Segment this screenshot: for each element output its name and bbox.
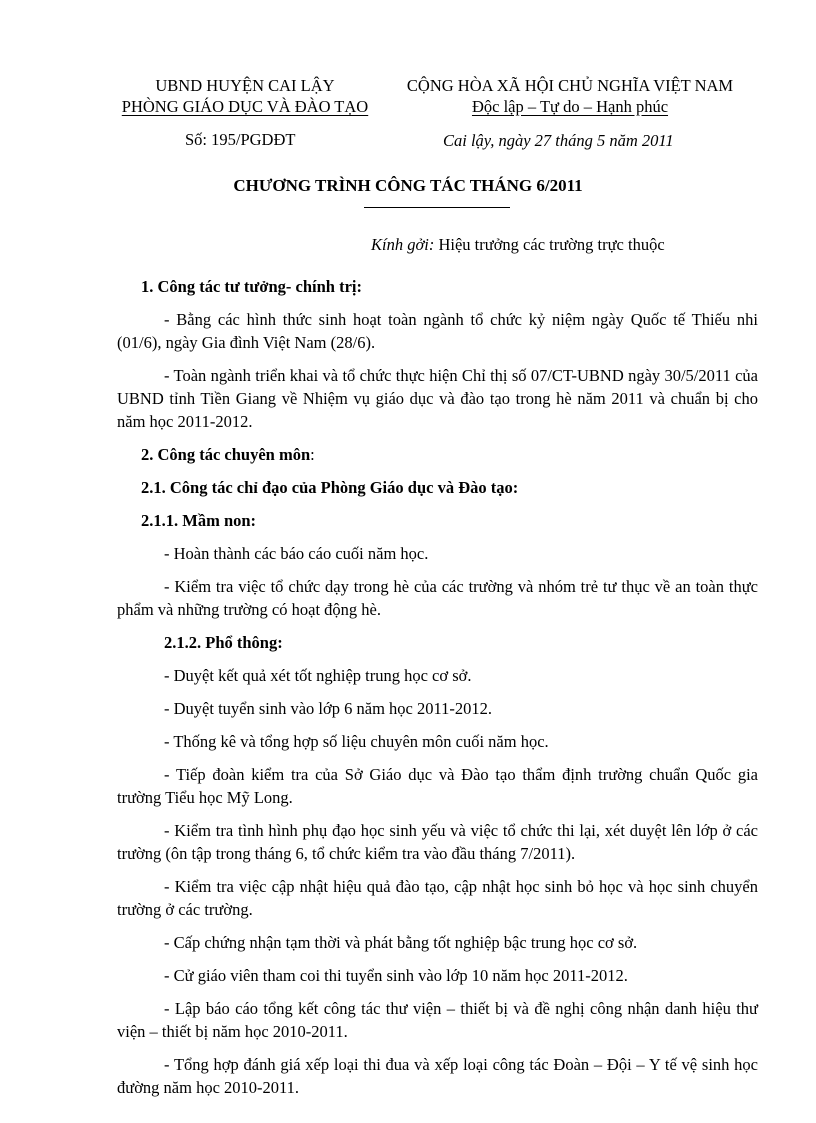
list-item: - Lập báo cáo tổng kết công tác thư viện – thiết bị và đề nghị công nhận danh hiệu thư viện – thiết bị năm học 2010-2011. [117, 999, 758, 1041]
issuer-district: UBND HUYỆN CAI LẬY [155, 76, 335, 95]
document-title: CHƯƠNG TRÌNH CÔNG TÁC THÁNG 6/2011 [233, 176, 583, 195]
section-2-1-heading: 2.1. Công tác chỉ đạo của Phòng Giáo dục và Đào tạo: [141, 478, 519, 497]
section-2-1-1-heading: 2.1.1. Mầm non: [141, 511, 257, 530]
recipient-value: Hiệu trưởng các trường trực thuộc [438, 235, 665, 254]
list-item: - Kiểm tra việc tổ chức dạy trong hè của các trường và nhóm trẻ tư thục về an toàn thực phẩm và những trường có hoạt động hè. [117, 577, 758, 619]
list-item: - Cử giáo viên tham coi thi tuyển sinh vào lớp 10 năm học 2011-2012. [164, 966, 628, 985]
motto: Độc lập – Tự do – Hạnh phúc [471, 97, 669, 116]
issuer-block [105, 75, 385, 117]
list-item: - Cấp chứng nhận tạm thời và phát bằng tốt nghiệp bậc trung học cơ sở. [164, 933, 638, 952]
section-1-paragraph: - Bằng các hình thức sinh hoạt toàn ngành tổ chức kỷ niệm ngày Quốc tế Thiếu nhi (01/6), ngày Gia đình Việt Nam (28/6). [117, 310, 758, 352]
list-item: - Tổng hợp đánh giá xếp loại thi đua và xếp loại công tác Đoàn – Đội – Y tế vệ sinh học đường năm học 2010-2011. [117, 1055, 758, 1097]
document-number: Số: 195/PGDĐT [185, 130, 296, 149]
recipient-line [371, 235, 665, 255]
issuer-department: PHÒNG GIÁO DỤC VÀ ĐÀO TẠO [121, 97, 369, 116]
document-date: Cai lậy, ngày 27 tháng 5 năm 2011 [443, 131, 674, 150]
list-item: - Duyệt tuyển sinh vào lớp 6 năm học 2011-2012. [164, 699, 492, 718]
section-1-paragraph: - Toàn ngành triển khai và tổ chức thực hiện Chỉ thị số 07/CT-UBND ngày 30/5/2011 của UBND tỉnh Tiền Giang về Nhiệm vụ giáo dục và đào tạo trong hè năm 2011 và chuẩn bị cho năm học 2011-2012. [117, 366, 758, 431]
list-item: - Hoàn thành các báo cáo cuối năm học. [164, 544, 429, 563]
list-item: - Kiểm tra việc cập nhật hiệu quả đào tạo, cập nhật học sinh bỏ học và học sinh chuyển trường ở các trường. [117, 877, 758, 919]
recipient-label: Kính gởi: [371, 235, 435, 254]
section-2-1-2-heading: 2.1.2. Phổ thông: [164, 633, 283, 652]
country-name: CỘNG HÒA XÃ HỘI CHỦ NGHĨA VIỆT NAM [406, 76, 734, 95]
title-divider [364, 207, 510, 208]
national-motto-block [385, 75, 755, 117]
section-1-heading: 1. Công tác tư tưởng- chính trị: [141, 277, 362, 296]
list-item: - Kiểm tra tình hình phụ đạo học sinh yếu và việc tổ chức thi lại, xét duyệt lên lớp ở các trường (ôn tập trong tháng 6, tổ chức kiểm tra vào đầu tháng 7/2011). [117, 821, 758, 863]
list-item: - Thống kê và tổng hợp số liệu chuyên môn cuối năm học. [164, 732, 549, 751]
list-item: - Duyệt kết quả xét tốt nghiệp trung học cơ sở. [164, 666, 472, 685]
list-item: - Tiếp đoàn kiểm tra của Sở Giáo dục và Đào tạo thẩm định trường chuẩn Quốc gia trường Tiểu học Mỹ Long. [117, 765, 758, 807]
section-2-heading: 2. Công tác chuyên môn: [141, 445, 315, 464]
document-body [117, 275, 758, 1109]
